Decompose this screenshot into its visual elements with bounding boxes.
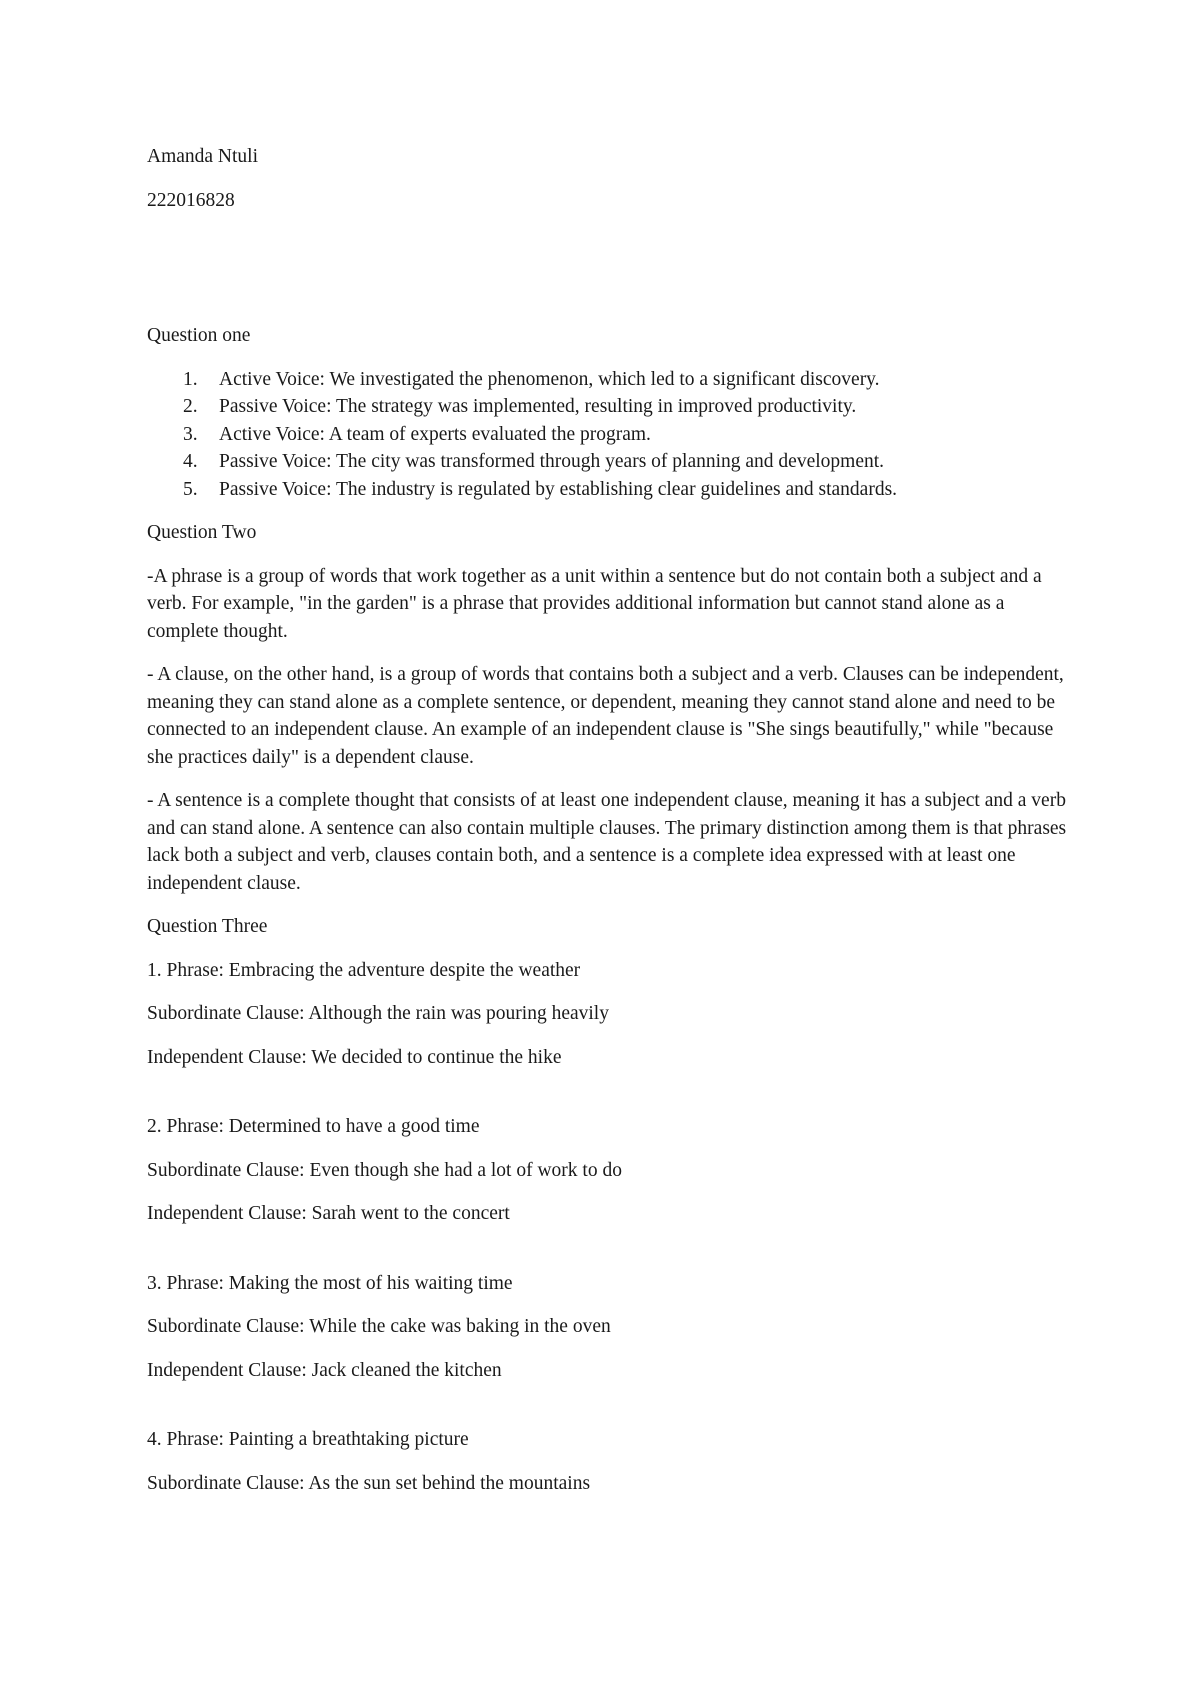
item-3-subordinate-clause: Subordinate Clause: While the cake was baking in the oven (147, 1316, 611, 1337)
question-one-heading: Question one (147, 325, 251, 346)
question-three-heading: Question Three (147, 916, 268, 937)
spacer (147, 1087, 1067, 1113)
list-number: 2. (183, 396, 198, 417)
spacer (147, 1244, 1067, 1270)
item-1-subordinate-clause: Subordinate Clause: Although the rain was pouring heavily (147, 1003, 609, 1024)
sentence-paragraph: - A sentence is a complete thought that consists of at least one independent clause, meaning it has a subject and a verb and can stand alone. A sentence can also contain multiple clauses. The primary distinction among them is that phrases lack both a subject and verb, clauses contain both, and a sentence is a complete idea expressed with at least one independent clause. (147, 790, 1067, 894)
list-text: Passive Voice: The industry is regulated by establishing clear guidelines and standards. (219, 478, 898, 500)
list-item (147, 448, 1067, 476)
item-2-subordinate-clause: Subordinate Clause: Even though she had a lot of work to do (147, 1159, 622, 1181)
author-name: Amanda Ntuli (147, 146, 259, 167)
clause-paragraph: - A clause, on the other hand, is a group of words that contains both a subject and a verb. Clauses can be independent, meaning they can stand alone as a complete sentence, or dependent, meaning they cannot stand alone and need to be connected to an independent clause. An example of an independent clause is "She sings beautifully," while "because she practices daily" is a dependent clause. (147, 664, 1064, 768)
spacer (147, 1400, 1067, 1426)
item-2-phrase: 2. Phrase: Determined to have a good time (147, 1116, 480, 1137)
document-page (147, 143, 1067, 1513)
item-2-independent-clause: Independent Clause: Sarah went to the concert (147, 1203, 510, 1224)
list-item (147, 393, 1067, 421)
item-4-subordinate-clause: Subordinate Clause: As the sun set behind the mountains (147, 1472, 591, 1494)
student-number: 222016828 (147, 189, 235, 211)
list-item (147, 476, 1067, 504)
list-text: Active Voice: A team of experts evaluated the program. (219, 423, 651, 445)
item-1-independent-clause: Independent Clause: We decided to continue the hike (147, 1046, 562, 1068)
list-number: 3. (183, 423, 198, 445)
question-one-list (147, 366, 1067, 504)
list-number: 5. (183, 478, 198, 500)
list-item (147, 366, 1067, 394)
item-3-phrase: 3. Phrase: Making the most of his waiting time (147, 1272, 513, 1294)
item-4-phrase: 4. Phrase: Painting a breathtaking picture (147, 1429, 469, 1450)
list-item (147, 421, 1067, 449)
question-two-heading: Question Two (147, 522, 257, 543)
spacer (147, 230, 1067, 322)
list-number: 4. (183, 451, 198, 472)
item-3-independent-clause: Independent Clause: Jack cleaned the kitchen (147, 1359, 502, 1381)
phrase-paragraph: -A phrase is a group of words that work together as a unit within a sentence but do not contain both a subject and a verb. For example, "in the garden" is a phrase that provides additional information but cannot stand alone as a complete thought. (147, 565, 1042, 642)
list-text: Passive Voice: The strategy was implemented, resulting in improved productivity. (219, 396, 857, 417)
item-1-phrase: 1. Phrase: Embracing the adventure despite the weather (147, 959, 581, 981)
list-text: Passive Voice: The city was transformed through years of planning and development. (219, 451, 885, 472)
list-number: 1. (183, 368, 198, 390)
list-text: Active Voice: We investigated the phenomenon, which led to a significant discovery. (219, 368, 880, 390)
